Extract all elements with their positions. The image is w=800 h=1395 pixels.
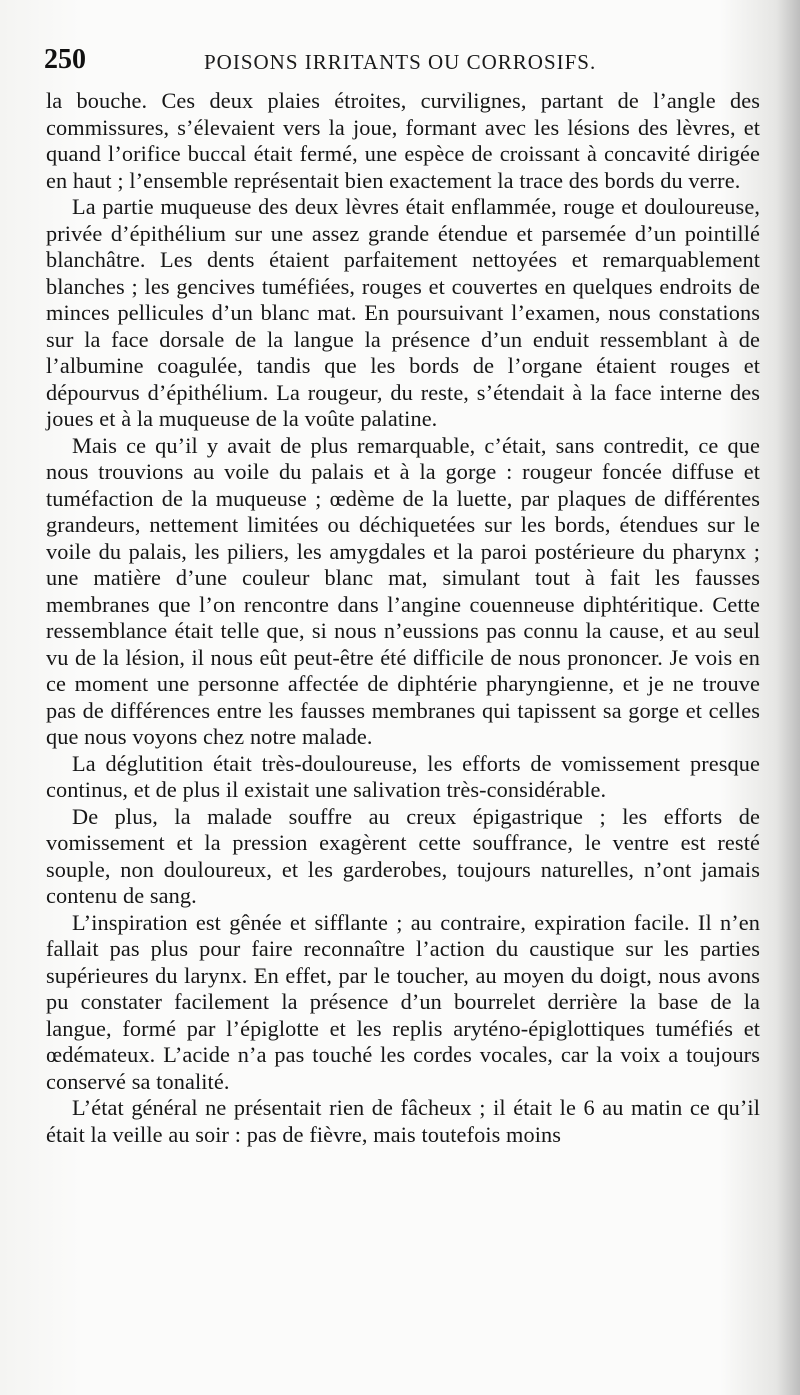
- running-head: POISONS IRRITANTS OU CORROSIFS.: [204, 50, 597, 74]
- paragraph: La déglutition était très-douloureuse, les efforts de vomissement presque continus, et de plus il existait une salivation très-considérable.: [46, 750, 760, 802]
- page-header: [44, 44, 760, 80]
- paragraph: Mais ce qu’il y avait de plus remarquable, c’était, sans contredit, ce que nous trouvions au voile du palais et à la gorge : rougeur foncée diffuse et tuméfaction de la muqueuse ; œdème de la luette, par plaques de différentes grandeurs, nettement limitées ou déchiquetées sur les bords, étendues sur le voile du palais, les piliers, les amygdales et la paroi postérieure du pharynx ; une matière d’une couleur blanc mat, simulant tout à fait les fausses membranes que l’on rencontre dans l’angine couenneuse diphtéritique. Cette ressemblance était telle que, si nous n’eussions pas connu la cause, et au seul vu de la lésion, il nous eût peut-être été difficile de nous prononcer. Je vois en ce moment une personne affectée de diphtérie pharyngienne, et je ne trouve pas de différences entre les fausses membranes qui tapissent sa gorge et celles que nous voyons chez notre malade.: [46, 432, 760, 749]
- paragraph: L’inspiration est gênée et sifflante ; au contraire, expiration facile. Il n’en fallait pas plus pour faire reconnaître l’action du caustique sur les parties supérieures du larynx. En effet, par le toucher, au moyen du doigt, nous avons pu constater facilement la présence d’un bourrelet derrière la base de la langue, formé par l’épiglotte et les replis aryténo-épiglottiques tuméfiés et œdémateux. L’acide n’a pas touché les cordes vocales, car la voix a toujours conservé sa tonalité.: [46, 909, 760, 1094]
- paragraph: De plus, la malade souffre au creux épigastrique ; les efforts de vomissement et la pression exagèrent cette souffrance, le ventre est resté souple, non douloureux, et les garderobes, toujours naturelles, n’ont jamais contenu de sang.: [46, 803, 760, 908]
- page-body: [46, 88, 760, 1148]
- paragraph: La partie muqueuse des deux lèvres était enflammée, rouge et douloureuse, privée d’épithélium sur une assez grande étendue et parsemée d’un pointillé blanchâtre. Les dents étaient parfaitement nettoyées et remarquablement blanches ; les gencives tuméfiées, rouges et couvertes en quelques endroits de minces pellicules d’un blanc mat. En poursuivant l’examen, nous constations sur la face dorsale de la langue la présence d’un enduit ressemblant à de l’albumine coagulée, tandis que les bords de l’organe étaient rouges et dépourvus d’épithélium. La rougeur, du reste, s’étendait à la face interne des joues et à la muqueuse de la voûte palatine.: [46, 194, 760, 431]
- paragraph: L’état général ne présentait rien de fâcheux ; il était le 6 au matin ce qu’il était la veille au soir : pas de fièvre, mais toutefois moins: [46, 1095, 760, 1147]
- page-number: 250: [44, 44, 86, 75]
- paragraph: la bouche. Ces deux plaies étroites, curvilignes, partant de l’angle des commissures, s’élevaient vers la joue, formant avec les lésions des lèvres, et quand l’orifice buccal était fermé, une espèce de croissant à concavité dirigée en haut ; l’ensemble représentait bien exactement la trace des bords du verre.: [46, 88, 760, 193]
